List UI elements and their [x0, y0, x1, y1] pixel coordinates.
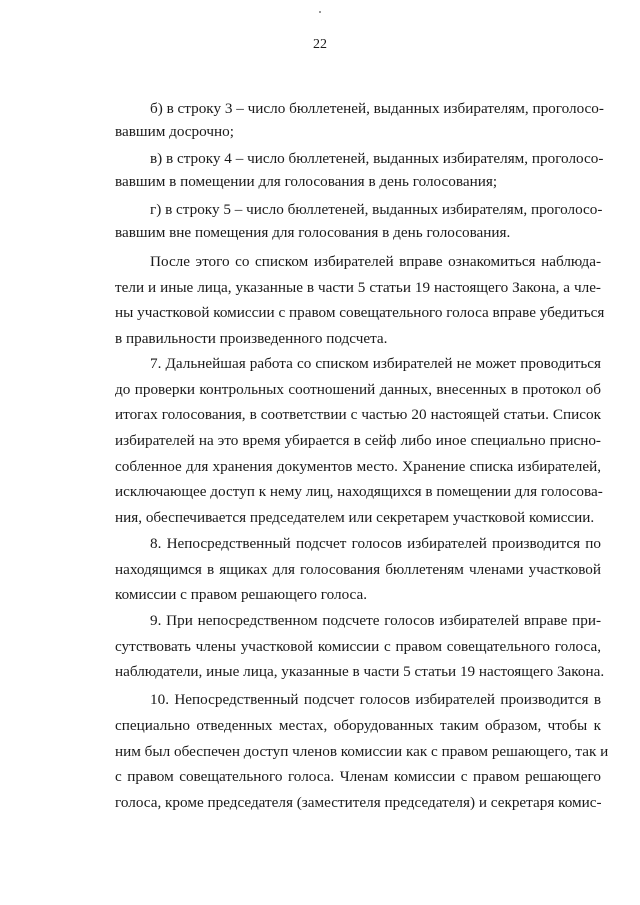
- text-line-2: вавшим досрочно;: [115, 123, 234, 140]
- text-line-9: ны участковой комиссии с правом совещательного голоса вправе убедиться: [115, 304, 605, 321]
- text-line-11: 7. Дальнейшая работа со списком избирателей не может проводиться: [150, 355, 601, 372]
- text-line-28: голоса, кроме председателя (заместителя председателя) и секретаря комис-: [115, 794, 602, 811]
- text-line-15: собленное для хранения документов место. Хранение списка избирателей,: [115, 458, 601, 475]
- text-line-3: в) в строку 4 – число бюллетеней, выданных избирателям, проголосо-: [150, 150, 604, 167]
- text-line-13: итогах голосования, в соответствии с частью 20 настоящей статьи. Список: [115, 406, 601, 423]
- text-line-6: вавшим вне помещения для голосования в день голосования.: [115, 224, 511, 241]
- text-line-12: до проверки контрольных соотношений данных, внесенных в протокол об: [115, 381, 601, 398]
- text-line-5: г) в строку 5 – число бюллетеней, выданных избирателям, проголосо-: [150, 201, 603, 218]
- text-line-19: находящимся в ящиках для голосования бюллетеням членами участковой: [115, 561, 601, 578]
- text-line-18: 8. Непосредственный подсчет голосов избирателей производится по: [150, 535, 601, 552]
- text-line-24: 10. Непосредственный подсчет голосов избирателей производится в: [150, 691, 601, 708]
- scan-speck: [319, 11, 321, 13]
- text-line-23: наблюдатели, иные лица, указанные в части 5 статьи 19 настоящего Закона.: [115, 663, 605, 680]
- text-line-10: в правильности произведенного подсчета.: [115, 330, 388, 347]
- text-line-26: ним был обеспечен доступ членов комиссии как с правом решающего, так и: [115, 743, 609, 760]
- text-line-17: ния, обеспечивается председателем или секретарем участковой комиссии.: [115, 509, 595, 526]
- text-line-1: б) в строку 3 – число бюллетеней, выданных избирателям, проголосо-: [150, 100, 604, 117]
- page-number: 22: [313, 37, 327, 52]
- text-line-27: с правом совещательного голоса. Членам комиссии с правом решающего: [115, 768, 601, 785]
- text-line-20: комиссии с правом решающего голоса.: [115, 586, 368, 603]
- text-line-7: После этого со списком избирателей вправе ознакомиться наблюда-: [150, 253, 601, 270]
- text-line-25: специально отведенных местах, оборудованных таким образом, чтобы к: [115, 717, 601, 734]
- text-line-14: избирателей на это время убирается в сейф либо иное специально присно-: [115, 432, 601, 449]
- text-line-4: вавшим в помещении для голосования в день голосования;: [115, 173, 498, 190]
- text-line-21: 9. При непосредственном подсчете голосов избирателей вправе при-: [150, 612, 601, 629]
- text-line-22: сутствовать члены участковой комиссии с правом совещательного голоса,: [115, 638, 601, 655]
- text-line-8: тели и иные лица, указанные в части 5 статьи 19 настоящего Закона, а чле-: [115, 279, 601, 296]
- text-line-16: исключающее доступ к нему лиц, находящихся в помещении для голосова-: [115, 483, 603, 500]
